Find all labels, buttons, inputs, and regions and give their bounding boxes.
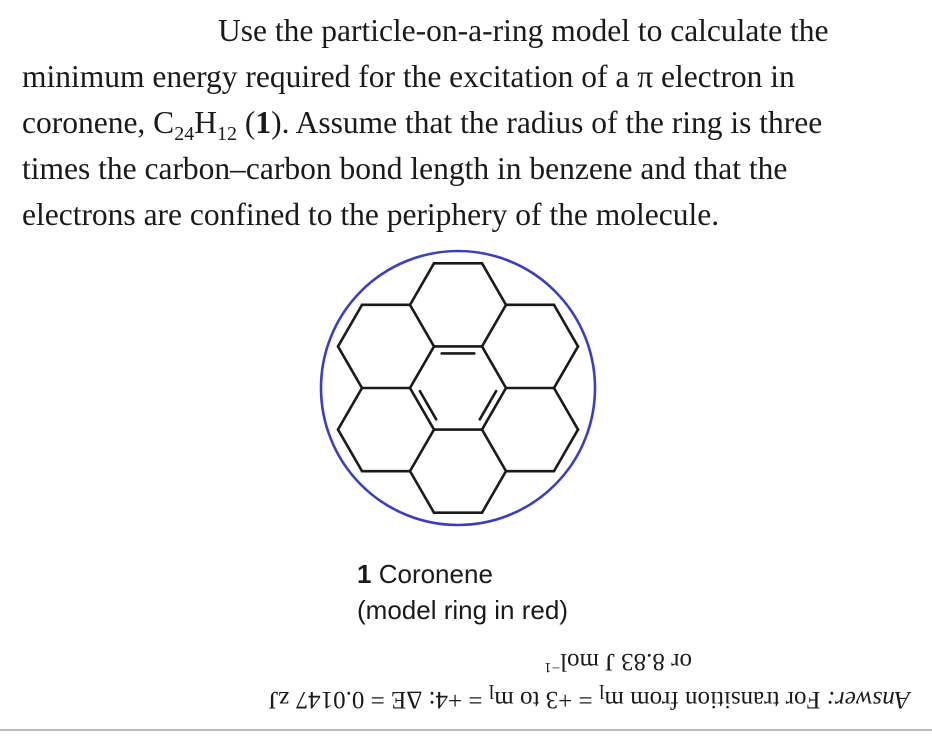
problem-line-3-a: coronene, C — [22, 105, 175, 140]
double-bond-2 — [420, 391, 436, 419]
bond-11 — [554, 388, 578, 430]
answer-line-1 — [269, 680, 910, 718]
bond-20 — [338, 346, 362, 388]
compound-reference: 1 — [255, 105, 272, 140]
problem-line-1: Use the particle-on-a-ring model to calculate the — [218, 13, 829, 48]
bond-9 — [482, 430, 506, 472]
bond-4 — [410, 346, 434, 388]
answer-text-1: For transition from m — [604, 686, 827, 713]
problem-text — [22, 8, 912, 238]
bond-12 — [482, 471, 506, 513]
bond-14 — [410, 471, 434, 513]
bond-28 — [554, 346, 578, 388]
answer-sub-1: l — [598, 680, 605, 702]
figure-caption — [357, 556, 568, 628]
problem-line-3-b: H — [194, 105, 217, 140]
bond-23 — [410, 305, 434, 347]
caption-title: Coronene — [378, 559, 493, 589]
double-bond-1 — [480, 391, 496, 419]
problem-line-3 — [22, 100, 912, 146]
carbon-subscript: 24 — [174, 123, 195, 145]
bond-24 — [482, 305, 506, 347]
bond-30 — [554, 305, 578, 347]
problem-line-3-d: ). Assume that the radius of the ring is three — [271, 105, 823, 140]
answer-text-3: = +4: ΔE = 0.0147 zJ — [268, 686, 489, 713]
answer-block — [0, 640, 932, 720]
answer-line-2 — [544, 642, 692, 680]
problem-line-5: electrons are confined to the periphery of the molecule. — [22, 197, 720, 232]
answer-superscript: −1 — [544, 659, 561, 675]
answer-sub-2: l — [488, 680, 495, 702]
bond-17 — [338, 430, 362, 472]
answer-label: Answer: — [826, 686, 910, 713]
bond-27 — [482, 263, 506, 305]
bond-25 — [410, 263, 434, 305]
bond-15 — [410, 430, 434, 472]
bond-7 — [554, 430, 578, 472]
problem-line-3-c: ( — [236, 105, 256, 140]
problem-line-4: times the carbon–carbon bond length in benzene and that the — [22, 151, 788, 186]
caption-number: 1 — [357, 559, 372, 589]
hydrogen-subscript: 12 — [216, 123, 237, 145]
caption-note: (model ring in red) — [357, 595, 568, 625]
caption-title-line — [357, 556, 568, 592]
problem-line-2: minimum energy required for the excitation of a π electron in — [22, 59, 795, 94]
bond-18 — [338, 388, 362, 430]
bottom-divider — [0, 729, 932, 731]
answer-text-4: or 8.83 J mol — [560, 648, 692, 675]
coronene-structure — [300, 230, 620, 550]
answer-text-2: = +3 to m — [494, 686, 599, 713]
bond-6 — [482, 346, 506, 388]
bond-21 — [338, 305, 362, 347]
